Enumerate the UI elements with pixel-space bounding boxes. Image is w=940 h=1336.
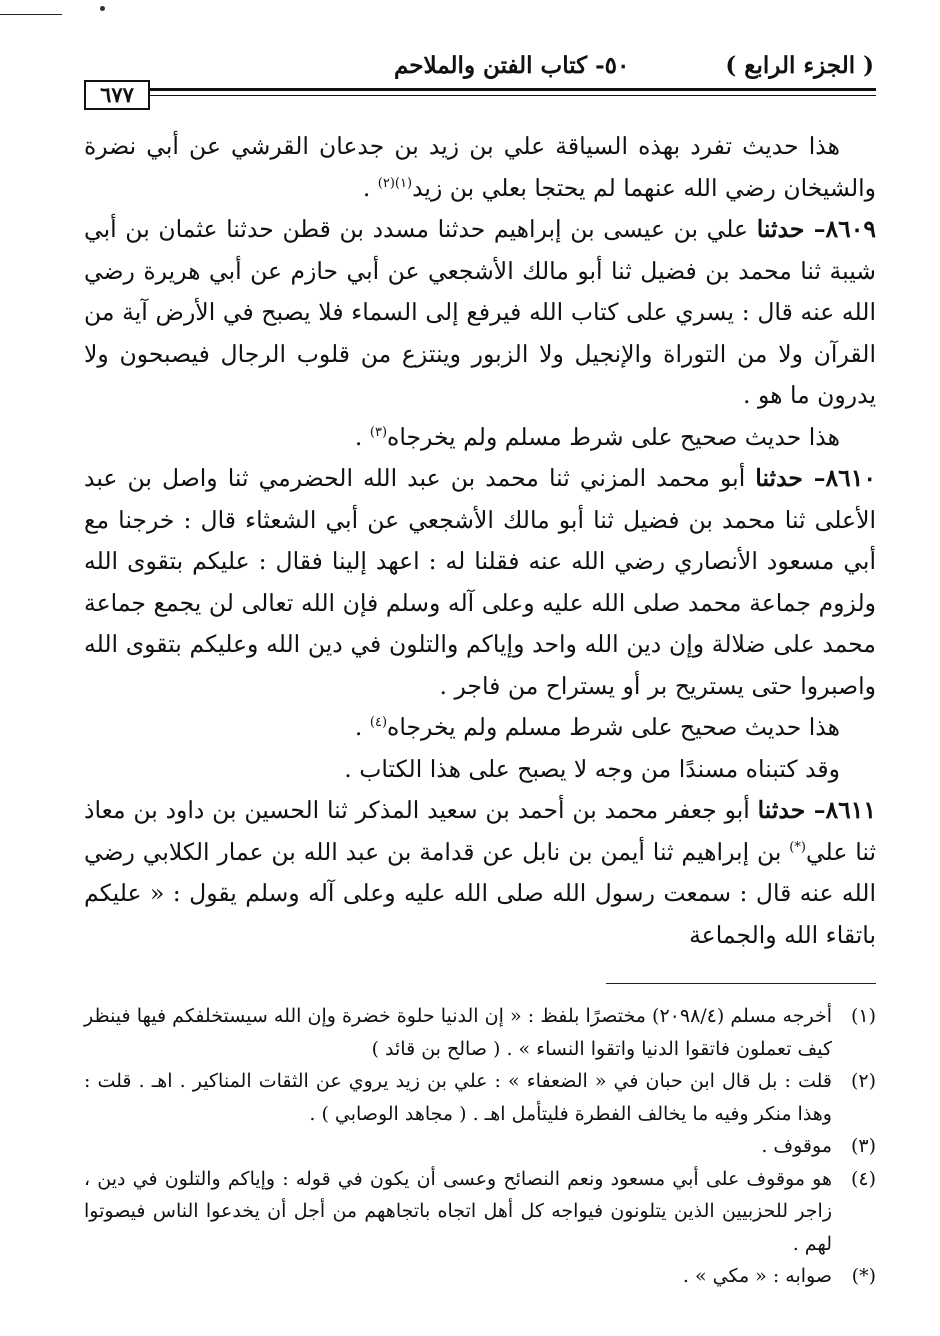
footnote-mark: (٢)	[850, 1070, 876, 1092]
footnote-mark: (*)	[851, 1265, 876, 1287]
hadith-text: أبو محمد المزني ثنا محمد بن عبد الله الحضرمي ثنا واصل بن عبد الأعلى ثنا محمد بن فضيل ثنا أبو مالك الأشجعي عن أبي الشعثاء قال : خرجنا مع أبي مسعود الأنصاري رضي الله عنه فقلنا له : اعهد إلينا فقال : عليكم بتقوى الله ولزوم جماعة محمد صلى الله عليه وعلى آله وسلم فإن الله تعالى لن يجمع جماعة محمد على ضلالة وإن دين الله واحد وإياكم والتلون في دين الله وعليكم بتقوى الله واصبروا حتى يستريح بر أو يستراح من فاجر .	[84, 464, 876, 700]
note-line: وقد كتبناه مسندًا من وجه لا يصبح على هذا الكتاب .	[344, 754, 840, 783]
verdict-8610: هذا حديث صحيح على شرط مسلم ولم يخرجاه$^{(٤)}$ .	[354, 713, 840, 741]
hadith-number: ٨٦١١–	[805, 796, 876, 824]
haddathana-word: حدثنا	[755, 464, 803, 492]
hadith-8609	[84, 209, 876, 417]
chapter-title: ٥٠- كتاب الفتن والملاحم	[394, 52, 630, 79]
hadith-8610	[84, 458, 876, 707]
footnote-separator	[606, 983, 876, 984]
footnote-mark: (١)	[850, 1005, 876, 1027]
main-text	[84, 126, 876, 956]
volume-label: ( الجزء الرابع )	[725, 52, 874, 79]
footnote-text: صوابه : « مكي » .	[682, 1265, 832, 1287]
footnote-text: أخرجه مسلم (٢٠٩٨/٤) مختصرًا بلفظ : « إن الدنيا حلوة خضرة وإن الله سيستخلفكم فيها فينظر كيف تعملون فاتقوا الدنيا واتقوا النساء » . ( صالح بن قائد )	[84, 1005, 832, 1060]
running-header	[84, 52, 874, 82]
footnote-mark: (٤)	[850, 1167, 876, 1190]
haddathana-word: حدثنا	[756, 215, 805, 243]
corner-rule	[0, 14, 62, 15]
footnote-ref: (٣)	[369, 424, 388, 440]
header-rule-thick	[150, 88, 876, 91]
footnote-ref: (١)(٢)	[377, 175, 413, 191]
hadith-text: علي بن عيسى بن إبراهيم حدثنا مسدد بن قطن حدثنا عثمان بن أبي شيبة ثنا محمد بن فضيل ثنا أبو مالك الأشجعي عن أبي حازم عن أبي هريرة رضي الله عنه قال : يسري على كتاب الله فيرفع إلى السماء فلا يصبح في الأرض آية من القرآن ولا من التوراة والإنجيل ولا الزبور وينتزع من قلوب الرجال فيصبحون ولا يدرون ما هو .	[84, 215, 876, 409]
footnote-text: موقوف .	[761, 1135, 832, 1157]
corner-dot	[100, 6, 105, 11]
footnote-item	[84, 1260, 876, 1293]
haddathana-word: حدثنا	[757, 796, 806, 824]
paragraph-commentary: هذا حديث تفرد بهذه السياقة علي بن زيد بن جدعان القرشي عن أبي نضرة والشيخان رضي الله عنهما لم يحتجا بعلي بن زيد$^{(١)(٢)}$ .	[84, 132, 876, 202]
page-number: ٦٧٧	[84, 80, 150, 110]
footnote-item	[84, 1130, 876, 1163]
footnotes	[84, 1000, 876, 1293]
footnote-ref: (*)	[789, 839, 806, 855]
footnote-mark: (٣)	[850, 1135, 876, 1157]
hadith-number: ٨٦١٠–	[802, 464, 876, 492]
hadith-number: ٨٦٠٩–	[804, 215, 877, 243]
footnote-item	[84, 1163, 876, 1261]
hadith-8611	[84, 790, 876, 956]
hadith-text-continued: بن إبراهيم ثنا أيمن بن نابل عن قدامة بن عبد الله بن عمار الكلابي رضي الله عنه قال : سمعت رسول الله صلى الله عليه وعلى آله وسلم يقول : « عليكم باتقاء الله والجماعة	[84, 837, 876, 949]
footnote-text: هو موقوف على أبي مسعود ونعم النصائح وعسى أن يكون في قوله : وإياكم والتلون في دين ، زاجر للحزبيين الذين يتلونون فيواجه كل أهل اتجاه باتجاههم من أجل أن يخدعوا الناس فيصوتوا لهم .	[84, 1167, 832, 1255]
footnote-item	[84, 1065, 876, 1130]
footnote-item	[84, 1000, 876, 1065]
footnote-ref: (٤)	[369, 715, 388, 731]
verdict-8609: هذا حديث صحيح على شرط مسلم ولم يخرجاه$^{(٣)}$ .	[354, 422, 840, 451]
footnote-text: قلت : بل قال ابن حبان في « الضعفاء » : علي بن زيد يروي عن الثقات المناكير . اهـ . قلت : وهذا منكر وفيه ما يخالف الفطرة فليتأمل اهـ . ( مجاهد الوصابي ) .	[84, 1070, 832, 1125]
hadith-text: أبو جعفر محمد بن أحمد بن سعيد المذكر ثنا الحسين بن داود بن معاذ ثنا علي	[84, 796, 876, 866]
header-rule-thin	[150, 95, 876, 96]
